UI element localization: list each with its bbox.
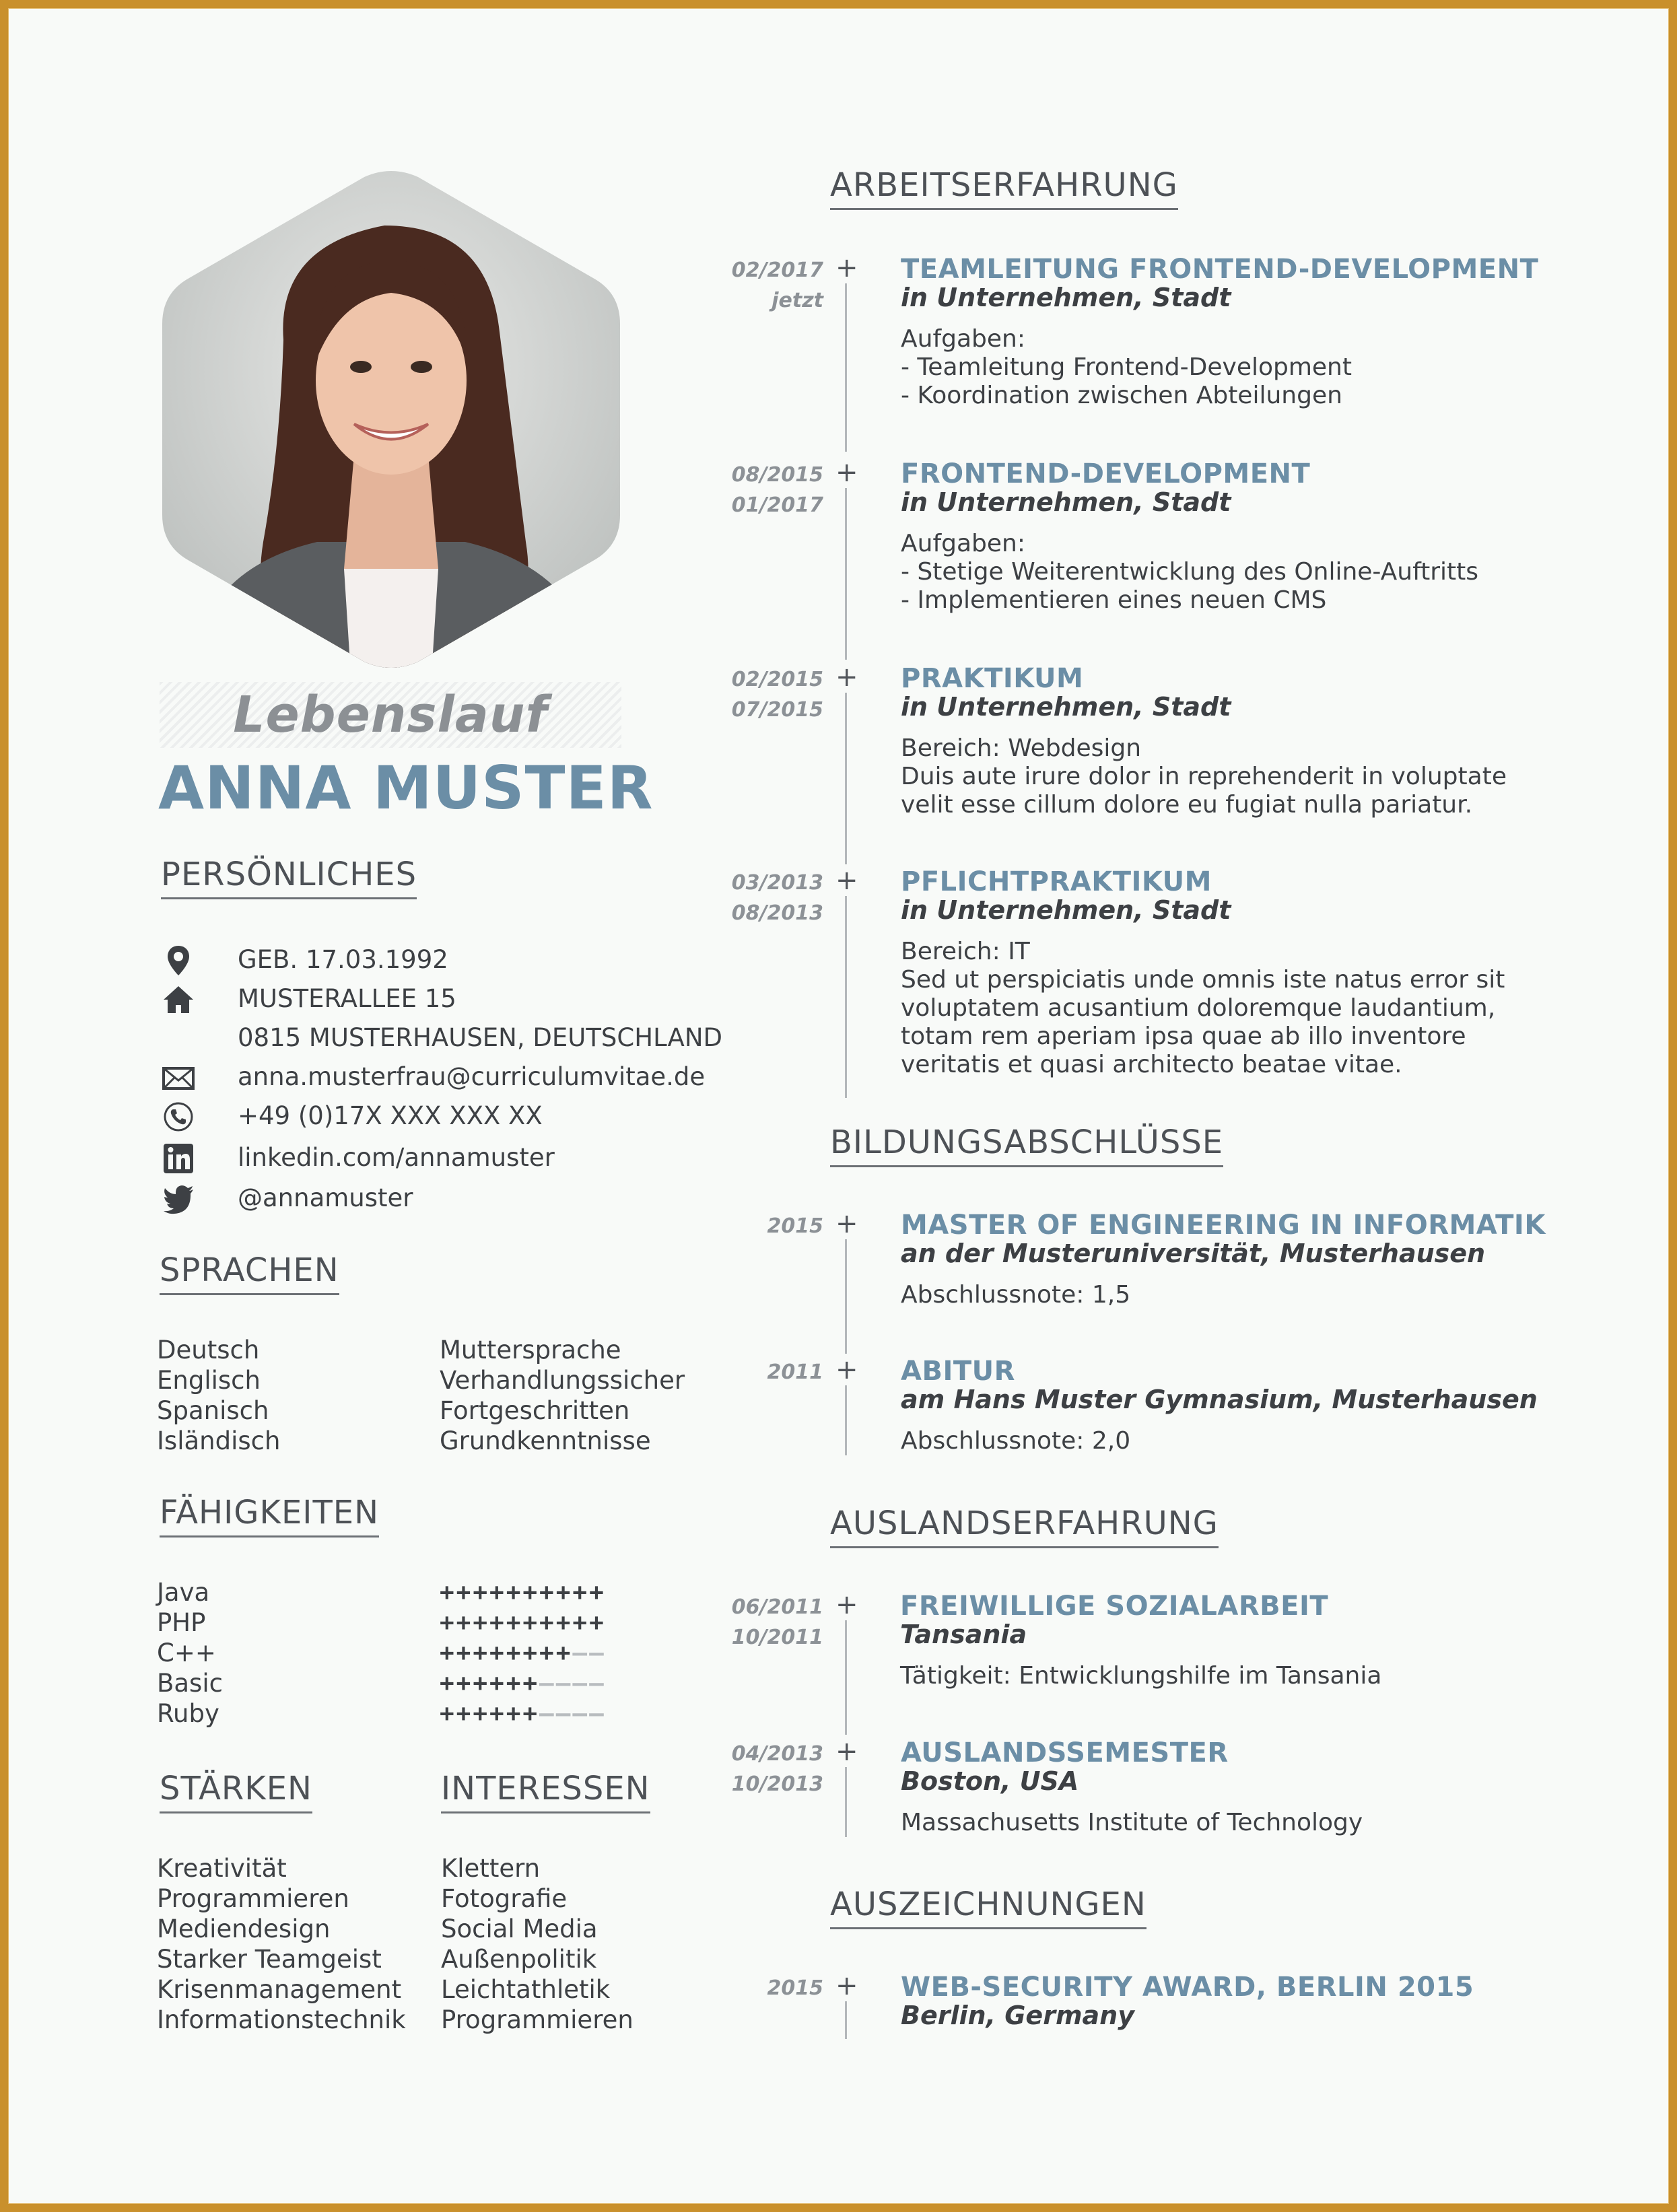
skill-rating-ruby bbox=[440, 1698, 606, 1729]
entry-description: Abschlussnote: 1,5 bbox=[901, 1281, 1131, 1309]
rating-empty: –––– bbox=[539, 1669, 606, 1697]
applicant-name: ANNA MUSTER bbox=[158, 753, 654, 823]
list-item: Programmieren bbox=[441, 2005, 634, 2034]
list-item: C++ bbox=[157, 1638, 216, 1667]
work-entry bbox=[695, 664, 1571, 866]
list-item: Spanisch bbox=[157, 1396, 269, 1425]
entry-description: Tätigkeit: Entwicklungshilfe im Tansania bbox=[900, 1662, 1382, 1690]
entry-title: WEB-SECURITY AWARD, BERLIN 2015 bbox=[901, 1972, 1474, 2003]
home-icon bbox=[162, 983, 195, 1016]
list-item: Basic bbox=[157, 1669, 223, 1698]
entry-place: in Unternehmen, Stadt bbox=[901, 283, 1231, 312]
entry-description: Aufgaben: - Stetige Weiterentwicklung des Online-Auftritts - Implementieren eines neuen CMS bbox=[901, 530, 1479, 614]
list-item: Grundkenntnisse bbox=[440, 1426, 651, 1455]
timeline-plus-icon: + bbox=[835, 252, 858, 283]
timeline-line bbox=[845, 693, 847, 864]
skill-rating-java bbox=[440, 1577, 606, 1608]
list-item: PHP bbox=[157, 1608, 206, 1637]
entry-place: an der Musteruniversität, Musterhausen bbox=[901, 1239, 1486, 1268]
timeline-plus-icon: + bbox=[835, 457, 858, 488]
phone-icon bbox=[162, 1101, 195, 1133]
rating-empty: –– bbox=[572, 1639, 606, 1667]
work-entry bbox=[695, 252, 1571, 457]
phone-text: +49 (0)17X XXX XXX XX bbox=[238, 1101, 543, 1130]
skill-rating-php bbox=[440, 1608, 606, 1638]
entry-place: in Unternehmen, Stadt bbox=[901, 487, 1231, 517]
location-pin-icon bbox=[162, 944, 195, 977]
skill-rating-basic bbox=[440, 1668, 606, 1698]
entry-dates: 04/2013 10/2013 bbox=[731, 1742, 823, 1796]
profile-photo bbox=[162, 165, 620, 674]
timeline-plus-icon: + bbox=[835, 865, 858, 896]
section-heading-interests: INTERESSEN bbox=[441, 1770, 650, 1813]
rating-filled: ++++++ bbox=[440, 1700, 540, 1727]
address-city: 0815 MUSTERHAUSEN, DEUTSCHLAND bbox=[238, 1023, 723, 1052]
list-item: Programmieren bbox=[157, 1884, 349, 1913]
language-levels bbox=[440, 1335, 685, 1456]
interests-list bbox=[441, 1853, 634, 2035]
timeline-line bbox=[845, 283, 847, 452]
entry-title: FRONTEND-DEVELOPMENT bbox=[901, 458, 1311, 489]
document-subtitle: Lebenslauf bbox=[160, 682, 621, 748]
envelope-icon bbox=[162, 1062, 195, 1094]
list-item: Englisch bbox=[157, 1366, 261, 1395]
section-heading-personal: PERSÖNLICHES bbox=[161, 856, 417, 899]
twitter-icon bbox=[162, 1183, 195, 1215]
entry-description: Aufgaben: - Teamleitung Frontend-Development - Koordination zwischen Abteilungen bbox=[901, 325, 1352, 409]
rating-filled: ++++++++++ bbox=[440, 1579, 606, 1606]
entry-place: Berlin, Germany bbox=[901, 2001, 1135, 2030]
list-item: Krisenmanagement bbox=[157, 1975, 402, 2004]
work-entry bbox=[695, 865, 1571, 1097]
entry-dates: 02/2017 jetzt bbox=[731, 258, 823, 312]
entry-title: ABITUR bbox=[901, 1356, 1015, 1387]
list-item: Isländisch bbox=[157, 1426, 281, 1455]
timeline-line bbox=[845, 1620, 847, 1735]
list-item: Starker Teamgeist bbox=[157, 1945, 382, 1974]
cv-page bbox=[8, 8, 1669, 2204]
list-item: Fotografie bbox=[441, 1884, 568, 1913]
twitter-text: @annamuster bbox=[238, 1183, 413, 1212]
section-heading-skills: FÄHIGKEITEN bbox=[160, 1494, 379, 1537]
strengths-list bbox=[157, 1853, 406, 2035]
section-heading-education: BILDUNGSABSCHLÜSSE bbox=[830, 1124, 1223, 1167]
linkedin-text: linkedin.com/annamuster bbox=[238, 1143, 555, 1172]
section-heading-abroad: AUSLANDSERFAHRUNG bbox=[830, 1505, 1219, 1548]
abroad-entry bbox=[695, 1736, 1571, 1846]
entry-dates: 2015 bbox=[767, 1214, 823, 1238]
timeline-line bbox=[845, 1385, 847, 1455]
entry-description: Bereich: Webdesign Duis aute irure dolor in reprehenderit in voluptate velit esse cillum dolore eu fugiat nulla pariatur. bbox=[901, 734, 1507, 819]
list-item: Ruby bbox=[157, 1699, 219, 1728]
timeline-plus-icon: + bbox=[835, 662, 858, 693]
language-names bbox=[157, 1335, 280, 1456]
entry-description: Abschlussnote: 2,0 bbox=[901, 1427, 1131, 1455]
address-street: MUSTERALLEE 15 bbox=[238, 984, 456, 1013]
list-item: Leichtathletik bbox=[441, 1975, 611, 2004]
rating-filled: ++++++++++ bbox=[440, 1609, 606, 1636]
entry-dates: 2011 bbox=[767, 1360, 823, 1384]
entry-dates: 08/2015 01/2017 bbox=[731, 463, 823, 517]
list-item: Außenpolitik bbox=[441, 1945, 597, 1974]
list-item: Deutsch bbox=[157, 1336, 260, 1364]
list-item: Fortgeschritten bbox=[440, 1396, 630, 1425]
entry-title: FREIWILLIGE SOZIALARBEIT bbox=[900, 1591, 1329, 1622]
timeline-line bbox=[845, 1767, 847, 1837]
linkedin-icon bbox=[162, 1142, 195, 1175]
entry-description: Massachusetts Institute of Technology bbox=[901, 1809, 1363, 1836]
work-entry bbox=[695, 457, 1571, 662]
entry-title: PFLICHTPRAKTIKUM bbox=[901, 866, 1212, 897]
email-text: anna.musterfrau@curriculumvitae.de bbox=[238, 1062, 706, 1091]
list-item: Klettern bbox=[441, 1854, 541, 1883]
entry-dates: 2015 bbox=[767, 1976, 823, 2000]
list-item: Social Media bbox=[441, 1914, 598, 1943]
entry-dates: 02/2015 07/2015 bbox=[731, 668, 823, 722]
education-entry bbox=[695, 1354, 1571, 1465]
rating-filled: ++++++++ bbox=[440, 1639, 573, 1667]
list-item: Informationstechnik bbox=[157, 2005, 406, 2034]
rating-empty: –––– bbox=[539, 1700, 606, 1727]
timeline-line bbox=[845, 488, 847, 660]
list-item: Muttersprache bbox=[440, 1336, 621, 1364]
section-heading-languages: SPRACHEN bbox=[160, 1251, 339, 1295]
entry-dates: 06/2011 10/2011 bbox=[731, 1595, 823, 1649]
skill-names bbox=[157, 1577, 223, 1729]
entry-title: MASTER OF ENGINEERING IN INFORMATIK bbox=[901, 1210, 1546, 1241]
section-heading-awards: AUSZEICHNUNGEN bbox=[830, 1886, 1146, 1929]
entry-title: AUSLANDSSEMESTER bbox=[901, 1737, 1229, 1768]
list-item: Mediendesign bbox=[157, 1914, 331, 1943]
abroad-entry bbox=[695, 1589, 1571, 1733]
award-entry bbox=[695, 1970, 1571, 2047]
rating-filled: ++++++ bbox=[440, 1669, 540, 1697]
timeline-line bbox=[845, 896, 847, 1098]
timeline-plus-icon: + bbox=[835, 1736, 858, 1767]
timeline-plus-icon: + bbox=[835, 1208, 858, 1239]
education-entry bbox=[695, 1208, 1571, 1352]
entry-place: Tansania bbox=[900, 1620, 1027, 1649]
skill-rating-c bbox=[440, 1638, 606, 1668]
timeline-line bbox=[845, 2001, 847, 2039]
entry-place: in Unternehmen, Stadt bbox=[901, 692, 1231, 722]
section-heading-strengths: STÄRKEN bbox=[160, 1770, 312, 1813]
list-item: Java bbox=[157, 1578, 210, 1607]
entry-place: am Hans Muster Gymnasium, Musterhausen bbox=[901, 1385, 1538, 1414]
section-heading-work: ARBEITSERFAHRUNG bbox=[830, 166, 1178, 210]
list-item: Kreativität bbox=[157, 1854, 287, 1883]
entry-dates: 03/2013 08/2013 bbox=[731, 871, 823, 925]
timeline-plus-icon: + bbox=[835, 1354, 858, 1385]
list-item: Verhandlungssicher bbox=[440, 1366, 685, 1395]
entry-title: PRAKTIKUM bbox=[901, 663, 1084, 694]
birthdate-text: GEB. 17.03.1992 bbox=[238, 945, 448, 974]
entry-place: Boston, USA bbox=[901, 1766, 1079, 1796]
timeline-plus-icon: + bbox=[835, 1970, 858, 2001]
entry-title: TEAMLEITUNG FRONTEND-DEVELOPMENT bbox=[901, 254, 1539, 285]
timeline-line bbox=[845, 1239, 847, 1354]
entry-place: in Unternehmen, Stadt bbox=[901, 895, 1231, 925]
entry-description: Bereich: IT Sed ut perspiciatis unde omnis iste natus error sit voluptatem acusantium doloremque laudantium, totam rem aperiam ipsa quae ab illo inventore veritatis et quasi architecto beatae vitae. bbox=[901, 938, 1505, 1078]
timeline-plus-icon: + bbox=[835, 1589, 858, 1620]
